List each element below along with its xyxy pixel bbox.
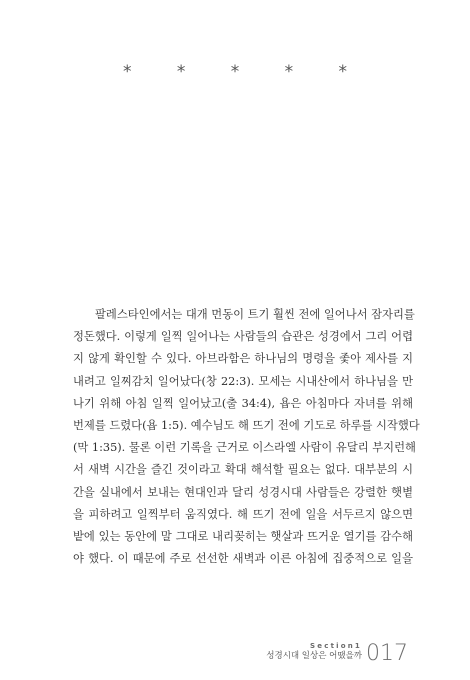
paragraph-line: 내려고 일찌감치 일어났다(창 22:3). 모세는 시내산에서 하나님을 만 — [73, 374, 413, 388]
paragraph-line: 팔레스타인에서는 대개 먼동이 트기 훨씬 전에 일어나서 잠자리를 — [95, 308, 415, 321]
paragraph-line: 정돈했다. 이렇게 일찍 일어나는 사람들의 습관은 성경에서 그리 어렵 — [73, 330, 413, 344]
paragraph-line: 서 새벽 시간을 즐긴 것이라고 확대 해석할 필요는 없다. 대부분의 시 — [73, 463, 413, 477]
page-footer — [266, 636, 408, 666]
body-paragraph — [73, 304, 420, 570]
section-label: Section1 — [310, 642, 362, 650]
paragraph-line: 지 않게 확인할 수 있다. 아브라함은 하나님의 명령을 좇아 제사를 지 — [73, 352, 413, 366]
paragraph-line: 을 피하려고 일찍부터 움직였다. 해 뜨기 전에 일을 서두르지 않으면 — [73, 507, 413, 521]
paragraph-line: 밭에 있는 동안에 말 그대로 내리꽂히는 햇살과 뜨거운 열기를 감수해 — [73, 530, 413, 544]
page-number: 017 — [366, 641, 408, 666]
paragraph-line: 번제를 드렸다(욥 1:5). 예수님도 해 뜨기 전에 기도로 하루를 시작했다 — [73, 419, 420, 433]
paragraph-line: 야 했다. 이 때문에 주로 선선한 새벽과 이른 아침에 집중적으로 일을 — [73, 552, 413, 566]
chapter-title: 성경시대 일상은 어땠을까 — [266, 651, 362, 661]
section-break-ornament: * * * * * — [122, 62, 368, 82]
running-footer — [266, 642, 362, 666]
paragraph-line: (막 1:35). 물론 이런 기록을 근거로 이스라엘 사람이 유달리 부지런해 — [73, 441, 416, 455]
paragraph-line: 간을 실내에서 보내는 현대인과 달리 성경시대 사람들은 강렬한 햇볕 — [73, 485, 413, 499]
paragraph-line: 나기 위해 아침 일찍 일어났고(출 34:4), 욥은 아침마다 자녀를 위해 — [73, 396, 413, 410]
